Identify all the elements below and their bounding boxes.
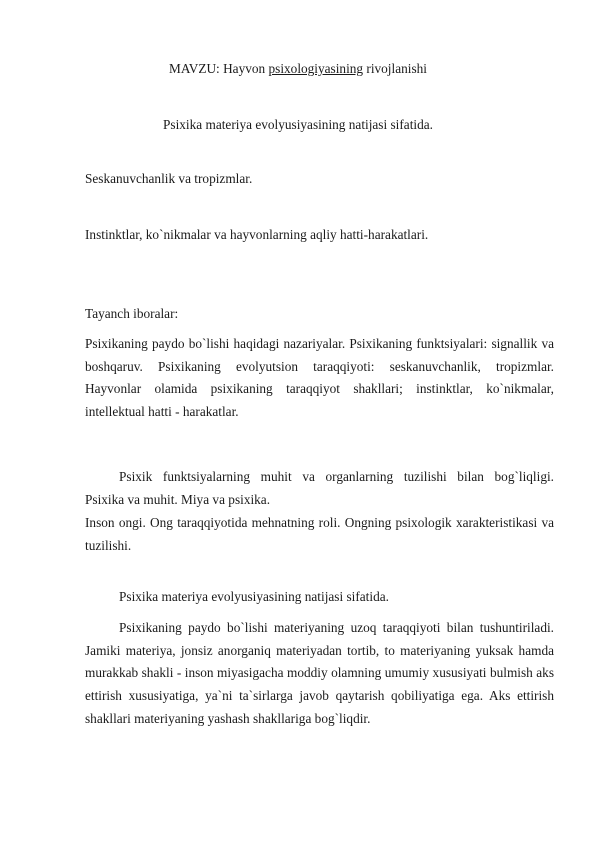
section-heading: Psixika materiya evolyusiyasining natijasi sifatida. [119, 589, 389, 604]
title-suffix: rivojlanishi [363, 61, 427, 76]
paragraph-dependency: Psixik funktsiyalarning muhit va organlarning tuzilishi bilan bog`liqligi. [119, 469, 554, 484]
title-prefix: MAVZU: Hayvon [169, 61, 269, 76]
topic-line-1: Seskanuvchanlik va tropizmlar. [85, 171, 253, 186]
subtitle: Psixika materiya evolyusiyasining natijasi sifatida. [163, 117, 433, 132]
topic-line-2: Instinktlar, ko`nikmalar va hayvonlarning aqliy hatti-harakatlari. [85, 227, 429, 242]
body-paragraph: Psixikaning paydo bo`lishi materiyaning uzoq taraqqiyoti bilan tushuntiriladi. Jamiki materiya, jonsiz anorganiq materiyadan tortib, to materiyaning yuksak hamda murakkab shakli - inson miyasigacha moddiy olamning umumiy xususiyati bulmish aks ettirish xususiyatiga, ya`ni ta`sirlarga javob qaytarish qobiliyatiga ega. Aks ettirish shakllari materiyaning yashash shakllariga bog`liqdir. [85, 620, 554, 726]
page-title [0, 61, 596, 77]
keywords-paragraph: Psixikaning paydo bo`lishi haqidagi nazariyalar. Psixikaning funktsiyalari: signallik va boshqaruv. Psixikaning evolyutsion taraqqiyoti: seskanuvchanlik, tropizmlar. Hayvonlar olamida psixikaning taraqqiyot shakllari; instinktlar, ko`nikmalar, intellektual hatti - harakatlar. [85, 336, 554, 420]
title-underlined-word: psixologiyasining [268, 61, 364, 76]
paragraph-consciousness: Inson ongi. Ong taraqqiyotida mehnatning roli. Ongning psixologik xarakteristikasi va tuzilishi. [85, 515, 554, 553]
keywords-heading: Tayanch iboralar: [85, 306, 179, 321]
paragraph-environment: Psixika va muhit. Miya va psixika. [85, 492, 271, 507]
